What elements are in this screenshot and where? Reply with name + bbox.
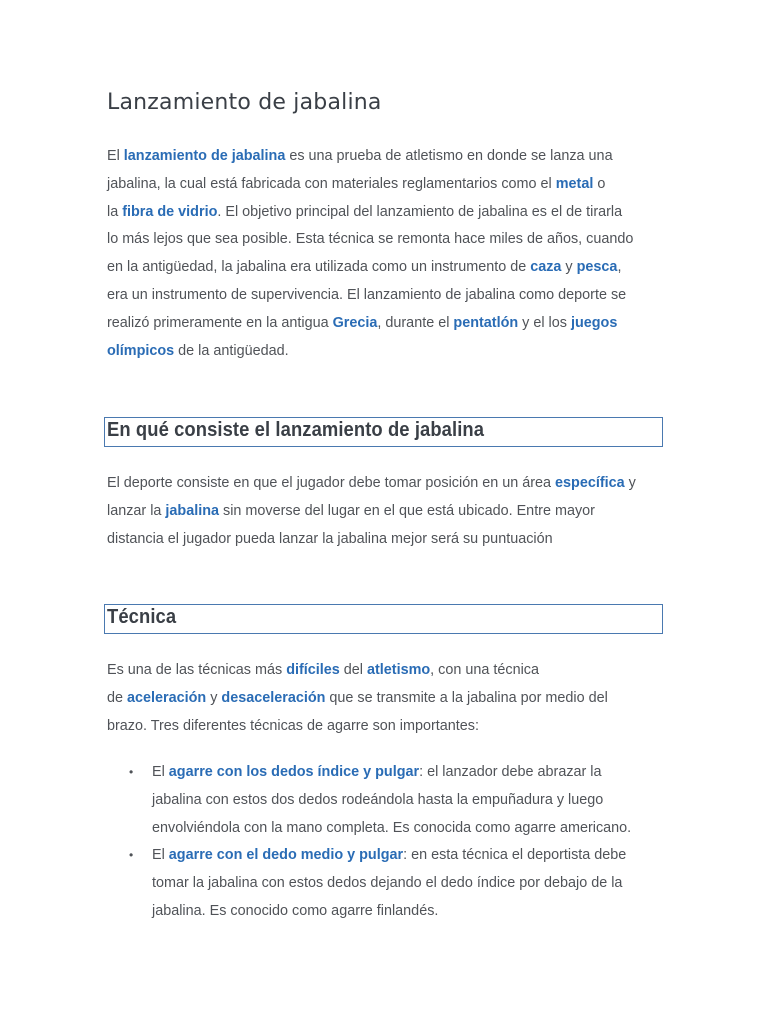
text: El xyxy=(152,847,169,864)
text: y xyxy=(561,259,577,276)
section-heading: Técnica xyxy=(107,606,177,628)
text: realizó primeramente en la antigua xyxy=(107,314,333,331)
text-line: jabalina con estos dos dedos rodeándola hasta la empuñadura y luego xyxy=(152,791,604,808)
text-line: lo más lejos que sea posible. Esta técnica se remonta hace miles de años, cuando xyxy=(107,231,634,248)
link-jabalina[interactable]: jabalina xyxy=(165,502,219,519)
link-juegos-olimpicos[interactable]: juegos xyxy=(570,314,618,331)
text: es una prueba de atletismo en donde se lanza una xyxy=(285,148,613,164)
list-item xyxy=(107,842,667,925)
text-line xyxy=(107,470,667,498)
text: y xyxy=(624,475,636,491)
text: y el los xyxy=(518,314,571,331)
grip-techniques-list xyxy=(107,759,667,926)
bullet-icon: • xyxy=(129,848,134,863)
link-lanzamiento-de-jabalina[interactable]: lanzamiento de jabalina xyxy=(123,148,286,164)
section-heading: En qué consiste el lanzamiento de jabalina xyxy=(107,419,485,441)
section-heading-box-consiste xyxy=(104,417,663,447)
text: : el lanzador debe abrazar la xyxy=(419,764,602,780)
text-line: tomar la jabalina con estos dedos dejando el dedo índice por debajo de la xyxy=(152,875,623,892)
link-aceleracion[interactable]: aceleración xyxy=(127,689,207,706)
text: : en esta técnica el deportista debe xyxy=(403,847,627,864)
link-metal[interactable]: metal xyxy=(555,175,594,192)
intro-paragraph xyxy=(107,143,667,365)
text-line: brazo. Tres diferentes técnicas de agarre son importantes: xyxy=(107,717,479,734)
text: o xyxy=(593,175,606,192)
text-line xyxy=(107,310,667,338)
text-line xyxy=(152,759,667,787)
text: Es una de las técnicas más xyxy=(107,662,287,678)
text: del xyxy=(339,662,367,678)
text: , con una técnica xyxy=(430,662,539,678)
text: en la antigüedad, la jabalina era utilizada como un instrumento de xyxy=(107,259,531,276)
link-especifica[interactable]: específica xyxy=(555,475,625,491)
text: . El objetivo principal del lanzamiento de jabalina es el de tirarla xyxy=(217,203,623,220)
text: lanzar la xyxy=(107,502,166,519)
text: sin moverse del lugar en el que está ubicado. Entre mayor xyxy=(219,502,595,519)
link-pentatlon[interactable]: pentatlón xyxy=(453,314,519,331)
link-atletismo[interactable]: atletismo xyxy=(366,662,431,678)
text: y xyxy=(206,689,222,706)
text: de xyxy=(107,689,128,706)
text-line xyxy=(107,199,667,227)
text-line: envolviéndola con la mano completa. Es conocida como agarre americano. xyxy=(152,819,632,836)
link-grecia[interactable]: Grecia xyxy=(332,314,378,331)
text-line xyxy=(107,338,667,366)
link-desaceleracion[interactable]: desaceleración xyxy=(221,689,326,706)
consiste-paragraph xyxy=(107,470,667,553)
text-line xyxy=(107,143,667,171)
text: El xyxy=(107,148,124,164)
text: , durante el xyxy=(377,314,454,331)
text: de la antigüedad. xyxy=(174,342,289,359)
text: , xyxy=(617,259,622,276)
text-line xyxy=(107,657,667,685)
text: El deporte consiste en que el jugador debe tomar posición en un área xyxy=(107,475,556,491)
text-line: distancia el jugador pueda lanzar la jabalina mejor será su puntuación xyxy=(107,530,553,547)
link-pesca[interactable]: pesca xyxy=(576,259,618,276)
link-caza[interactable]: caza xyxy=(530,259,562,276)
page-title: Lanzamiento de jabalina xyxy=(107,90,382,115)
text-line xyxy=(107,254,667,282)
text-line xyxy=(107,498,667,526)
text-line xyxy=(107,171,667,199)
tecnica-paragraph xyxy=(107,657,667,740)
text: que se transmite a la jabalina por medio del xyxy=(325,689,608,706)
text: la xyxy=(107,203,123,220)
bullet-icon: • xyxy=(129,765,134,779)
link-fibra-de-vidrio[interactable]: fibra de vidrio xyxy=(122,203,218,220)
list-item xyxy=(107,759,667,842)
text-line: era un instrumento de supervivencia. El lanzamiento de jabalina como deporte se xyxy=(107,286,627,303)
link-agarre-indice-pulgar[interactable]: agarre con los dedos índice y pulgar xyxy=(168,764,420,780)
link-dificiles[interactable]: difíciles xyxy=(286,662,340,678)
text: El xyxy=(152,764,169,780)
link-agarre-medio-pulgar[interactable]: agarre con el dedo medio y pulgar xyxy=(168,847,404,864)
text: jabalina, la cual está fabricada con materiales reglamentarios como el xyxy=(107,175,556,192)
text-line xyxy=(152,842,667,870)
text-line xyxy=(107,685,667,713)
section-heading-box-tecnica xyxy=(104,604,663,634)
text-line: jabalina. Es conocido como agarre finlandés. xyxy=(152,902,439,919)
link-juegos-olimpicos-continued[interactable]: olímpicos xyxy=(107,342,175,359)
